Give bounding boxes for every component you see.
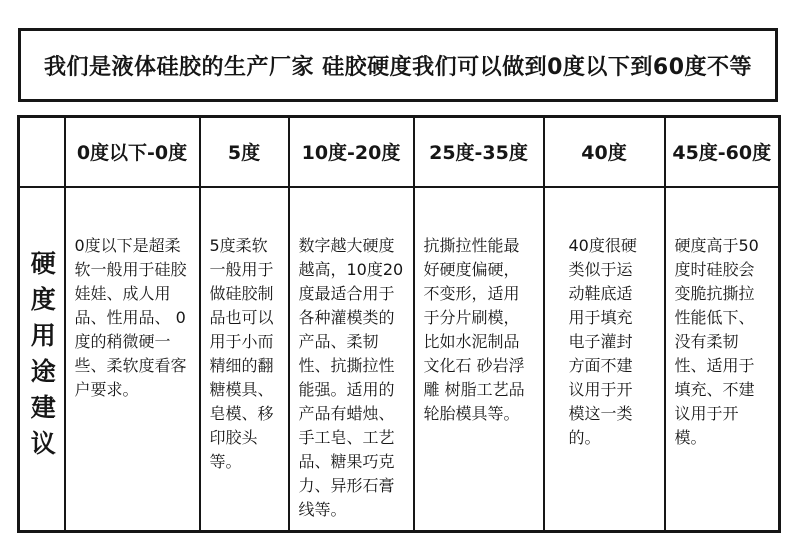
- table-header-row: [19, 117, 780, 187]
- table-body-row: [19, 187, 780, 532]
- usage-cell-0to0: 0度以下是超柔软一般用于硅胶娃娃、成人用品、性用品、 0度的稍微硬一些、柔软度看客户要求。: [65, 187, 200, 532]
- usage-cell-45to60: 硬度高于50度时硅胶会变脆抗撕拉性能低下、没有柔韧性、适用于填充、不建议用于开模。: [665, 187, 780, 532]
- column-header-40: 40度: [544, 117, 665, 187]
- usage-cell-5: 5度柔软 一般用于做硅胶制品也可以用于小而精细的翻糖模具、皂模、移印胶头等。: [200, 187, 289, 532]
- column-header-5: 5度: [200, 117, 289, 187]
- column-header-25to35: 25度-35度: [414, 117, 544, 187]
- banner: [18, 28, 778, 102]
- column-header-45to60: 45度-60度: [665, 117, 780, 187]
- usage-cell-25to35: 抗撕拉性能最好硬度偏硬，不变形，适用于分片刷模，比如水泥制品 文化石 砂岩浮雕 树脂工艺品轮胎模具等。: [414, 187, 544, 532]
- banner-text: 我们是液体硅胶的生产厂家 硅胶硬度我们可以做到0度以下到60度不等: [43, 54, 753, 80]
- corner-cell: [19, 117, 65, 187]
- row-header-usage: [19, 187, 65, 532]
- row-header-text: 硬度用途建议: [27, 249, 57, 466]
- usage-cell-40: 40度很硬类似于运动鞋底适用于填充电子灌封方面不建议用于开模这一类的。: [544, 187, 665, 532]
- hardness-table: [17, 115, 781, 533]
- usage-cell-10to20: 数字越大硬度越高，10度20度最适合用于各种灌模类的产品、柔韧性、抗撕拉性能强。适用的产品有蜡烛、手工皂、工艺品、糖果巧克力、异形石膏线等。: [289, 187, 414, 532]
- column-header-10to20: 10度-20度: [289, 117, 414, 187]
- column-header-0to0: 0度以下-0度: [65, 117, 200, 187]
